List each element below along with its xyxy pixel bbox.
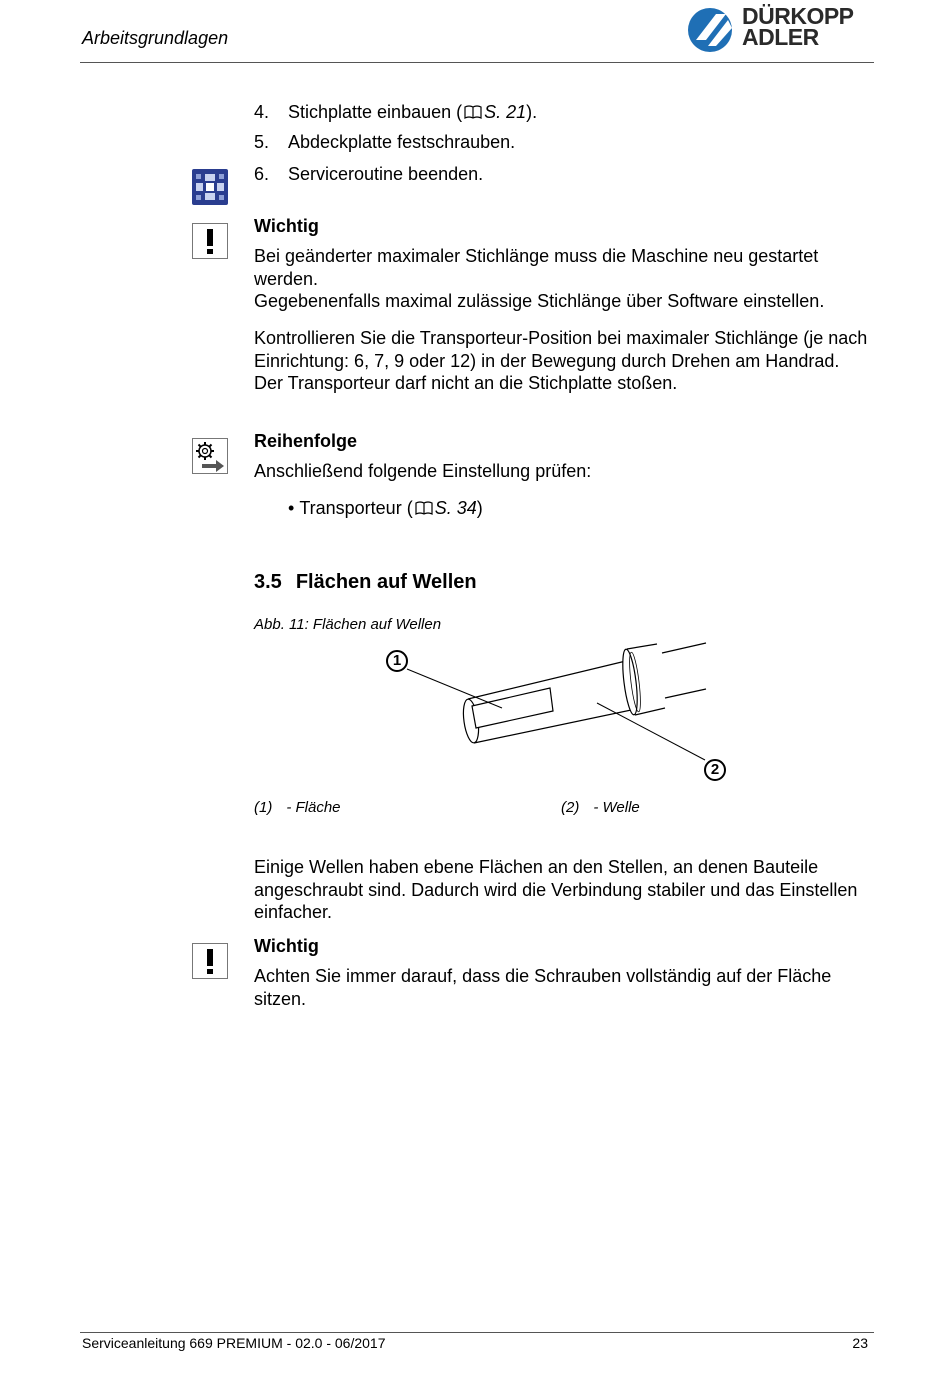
legend-number: (2): [561, 799, 580, 816]
logo-mark-icon: [686, 6, 738, 54]
bullet-text-after: ): [476, 498, 483, 518]
footer-divider: [80, 1332, 874, 1333]
important-heading: Wichtig: [254, 216, 319, 236]
legend-number: (1): [254, 799, 273, 816]
legend-text: - Welle: [593, 799, 640, 816]
warning-exclamation-icon: [192, 223, 228, 259]
page-reference[interactable]: S. 21: [484, 102, 527, 122]
important-heading: Wichtig: [254, 936, 319, 956]
step-text-after: ).: [526, 102, 538, 122]
step-number: 4.: [254, 102, 270, 122]
step-text: Abdeckplatte festschrauben.: [288, 132, 516, 152]
bullet-text: Transporteur (: [299, 498, 413, 518]
section-title: Flächen auf Wellen: [295, 571, 477, 593]
legend-item-2: [561, 799, 640, 816]
page-reference[interactable]: S. 34: [434, 498, 477, 518]
section-number: 3.5: [254, 571, 282, 593]
callout-2: 2: [704, 759, 726, 781]
book-reference-icon: [464, 105, 482, 119]
legend-text: - Fläche: [286, 799, 341, 816]
duerkopp-adler-logo: [686, 3, 872, 54]
header-section-title: Arbeitsgrundlagen: [82, 28, 229, 48]
warning-exclamation-icon: [192, 943, 228, 979]
sequence-heading: Reihenfolge: [254, 431, 358, 451]
section-heading: [254, 571, 477, 594]
footer-page-number: 23: [852, 1335, 868, 1351]
callout-1: 1: [386, 650, 408, 672]
step-text: Stichplatte einbauen (: [288, 102, 463, 122]
logo-line-1: DÜRKOPP: [742, 3, 854, 29]
sequence-bullet: [288, 497, 483, 520]
important-text-1: Bei geänderter maximaler Stichlänge muss die Maschine neu gestartet werden.: [254, 246, 819, 289]
transporteur-check-text: Kontrollieren Sie die Transporteur-Position bei maximaler Stichlänge (je nach Einrichtung: 6, 7, 9 oder 12) in der Bewegung durch Drehen am Handrad. Der Transporteur darf nicht an die Stichplatte stoßen.: [254, 328, 868, 393]
step-number: 6.: [254, 164, 270, 184]
step-text: Serviceroutine beenden.: [288, 164, 484, 184]
important-text-2: Gegebenenfalls maximal zulässige Stichlänge über Software einstellen.: [254, 291, 825, 311]
step-6: [254, 163, 483, 186]
legend-item-1: [254, 799, 341, 816]
step-number: 5.: [254, 132, 270, 152]
section-body-text: Einige Wellen haben ebene Flächen an den Stellen, an denen Bauteile angeschraubt sind. Dadurch wird die Verbindung stabiler und das Einstellen einfacher.: [254, 857, 858, 922]
control-panel-icon: [192, 169, 228, 205]
settings-sequence-icon: [192, 438, 228, 474]
logo-line-2: ADLER: [742, 24, 819, 50]
header-divider: [80, 62, 874, 63]
footer-document-title: Serviceanleitung 669 PREMIUM - 02.0 - 06/2017: [82, 1335, 386, 1351]
important-text: Achten Sie immer darauf, dass die Schrauben vollständig auf der Fläche sitzen.: [254, 966, 832, 1009]
book-reference-icon: [415, 501, 433, 515]
figure-caption: Abb. 11: Flächen auf Wellen: [254, 616, 442, 633]
step-4: [254, 101, 537, 124]
sequence-intro: Anschließend folgende Einstellung prüfen:: [254, 461, 592, 481]
shaft-figure: [380, 636, 730, 786]
step-5: [254, 131, 515, 154]
bullet-dot: •: [288, 498, 300, 518]
